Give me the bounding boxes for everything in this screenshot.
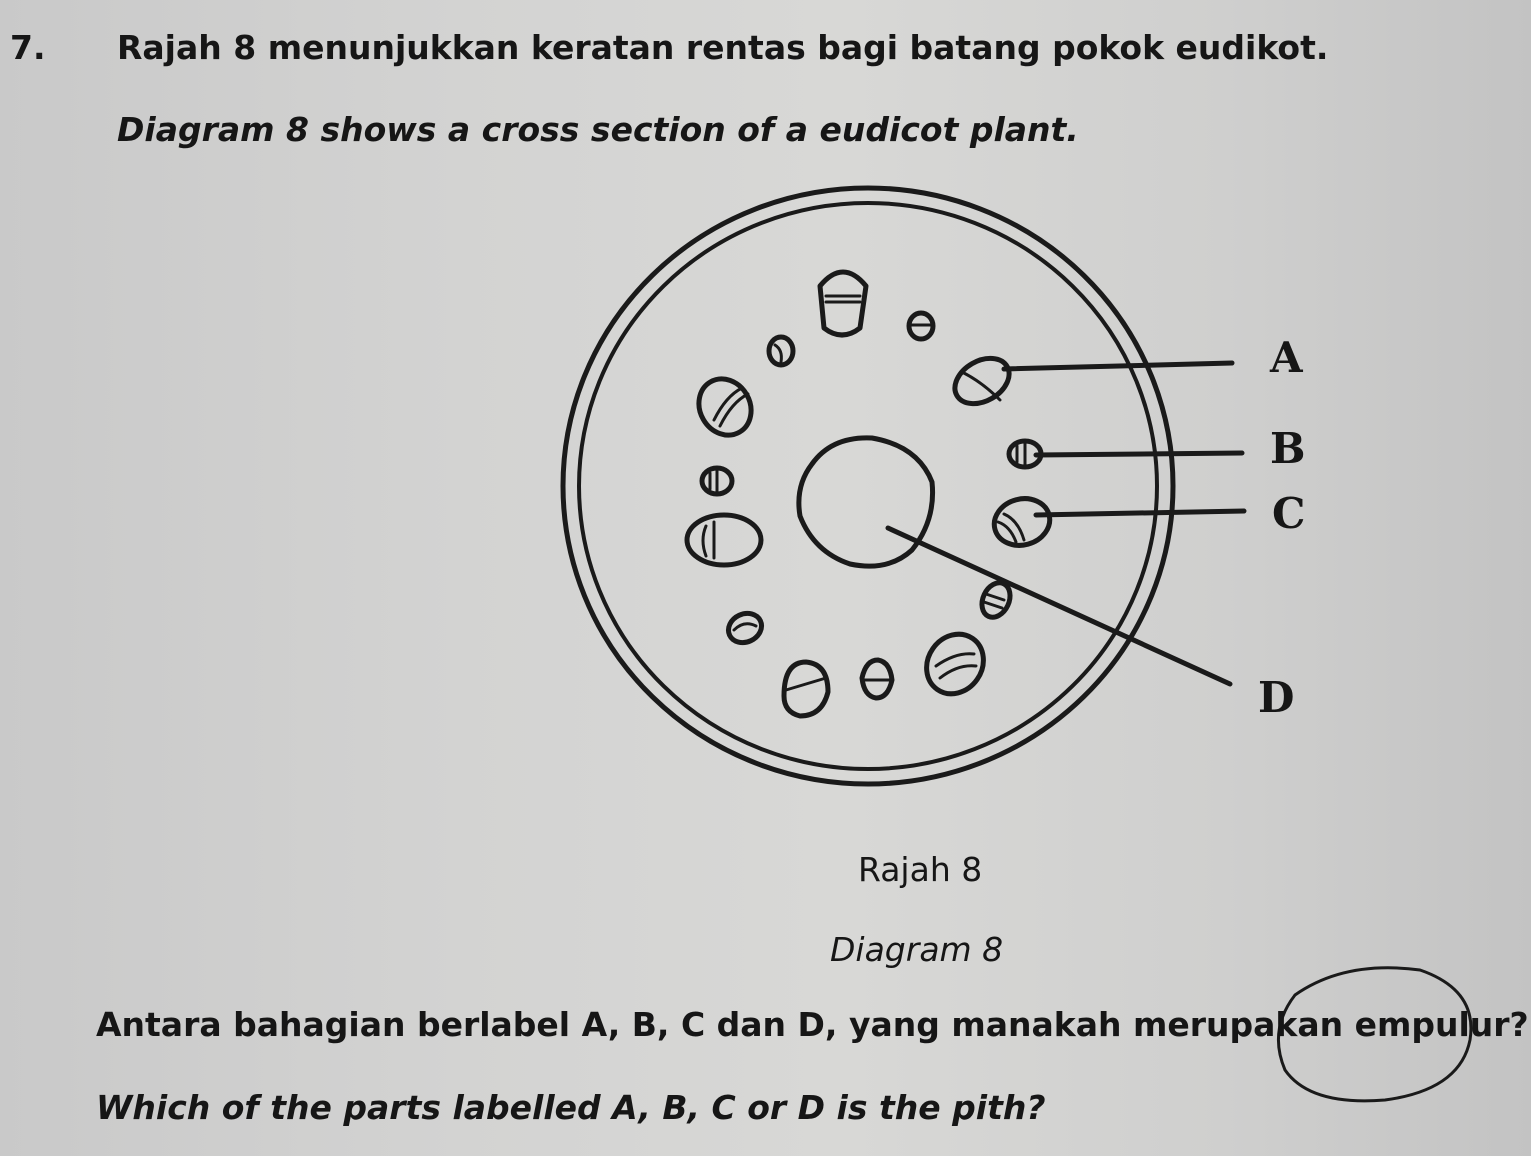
label-a: A — [1270, 333, 1303, 382]
vascular-bundle — [989, 493, 1055, 552]
vascular-bundle — [724, 608, 767, 648]
vascular-bundle — [909, 313, 933, 339]
caption-malay: Rajah 8 — [858, 850, 983, 889]
vascular-bundle — [687, 515, 761, 565]
caption-english: Diagram 8 — [830, 930, 1004, 969]
prompt-malay: Antara bahagian berlabel A, B, C dan D, yang manakah merupakan empulur? — [96, 1005, 1529, 1044]
vascular-bundle — [702, 468, 732, 494]
label-line-b — [1036, 453, 1242, 455]
vascular-bundle — [689, 369, 761, 444]
vascular-bundles — [687, 272, 1055, 716]
label-c: C — [1272, 489, 1306, 538]
question-intro-malay: Rajah 8 menunjukkan keratan rentas bagi batang pokok eudikot. — [117, 28, 1329, 67]
question-intro-english: Diagram 8 shows a cross section of a eudicot plant. — [117, 110, 1079, 149]
label-line-d — [888, 528, 1230, 684]
label-d: D — [1258, 673, 1295, 722]
vascular-bundle — [915, 623, 995, 705]
central-pith-outline — [799, 438, 933, 566]
vascular-bundle — [769, 337, 793, 365]
vascular-bundle — [862, 660, 892, 698]
label-line-c — [1036, 511, 1244, 515]
question-number: 7. — [10, 28, 46, 67]
label-b: B — [1270, 424, 1306, 473]
vascular-bundle — [820, 272, 866, 335]
prompt-english: Which of the parts labelled A, B, C or D is the pith? — [96, 1088, 1046, 1127]
vascular-bundle — [784, 662, 828, 716]
label-line-a — [1004, 363, 1232, 369]
vascular-bundle — [947, 349, 1017, 413]
